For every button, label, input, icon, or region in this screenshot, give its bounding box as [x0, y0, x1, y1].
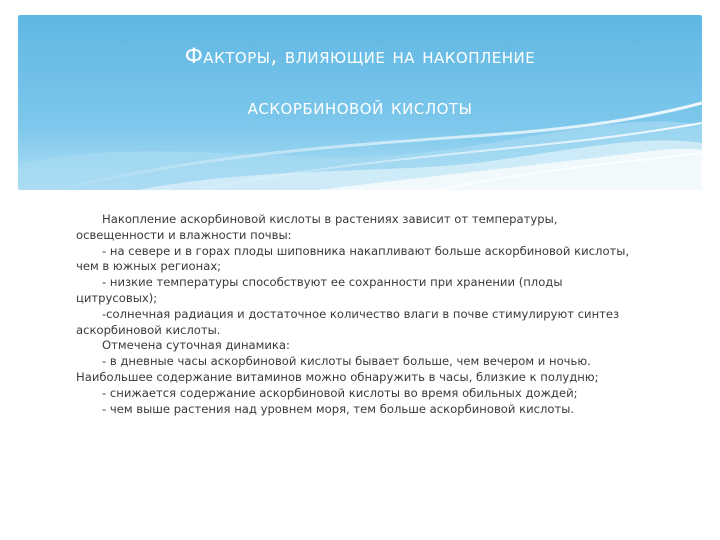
- paragraph-item: -солнечная радиация и достаточное количество влаги в почве стимулируют синтез аскорбиновой кислоты.: [76, 306, 620, 337]
- paragraph-item: - снижается содержание аскорбиновой кислоты во время обильных дождей;: [102, 385, 578, 400]
- title-line-1: Факторы, влияющие на накопление: [184, 44, 536, 68]
- paragraph-subheading: Отмечена суточная динамика:: [102, 338, 290, 353]
- paragraph-item: - в дневные часы аскорбиновой кислоты бывает больше, чем вечером и ночью. Наибольшее содержание витаминов можно обнаружить в часы, близкие к полудню;: [76, 354, 599, 384]
- paragraph-item: - чем выше растения над уровнем моря, тем больше аскорбиновой кислоты.: [102, 401, 575, 416]
- body-text: [76, 212, 636, 417]
- paragraph-item: - низкие температуры способствуют ее сохранности при хранении (плоды цитрусовых);: [76, 275, 563, 305]
- paragraph-item: - на севере и в горах плоды шиповника накапливают больше аскорбиновой кислоты, чем в южных регионах;: [76, 243, 630, 274]
- title-banner: [18, 15, 702, 190]
- title-line-2: аскорбиновой кислоты: [247, 95, 473, 119]
- slide-title: [18, 15, 702, 190]
- paragraph-intro: Накопление аскорбиновой кислоты в растениях зависит от температуры, освещенности и влажности почвы:: [76, 212, 558, 242]
